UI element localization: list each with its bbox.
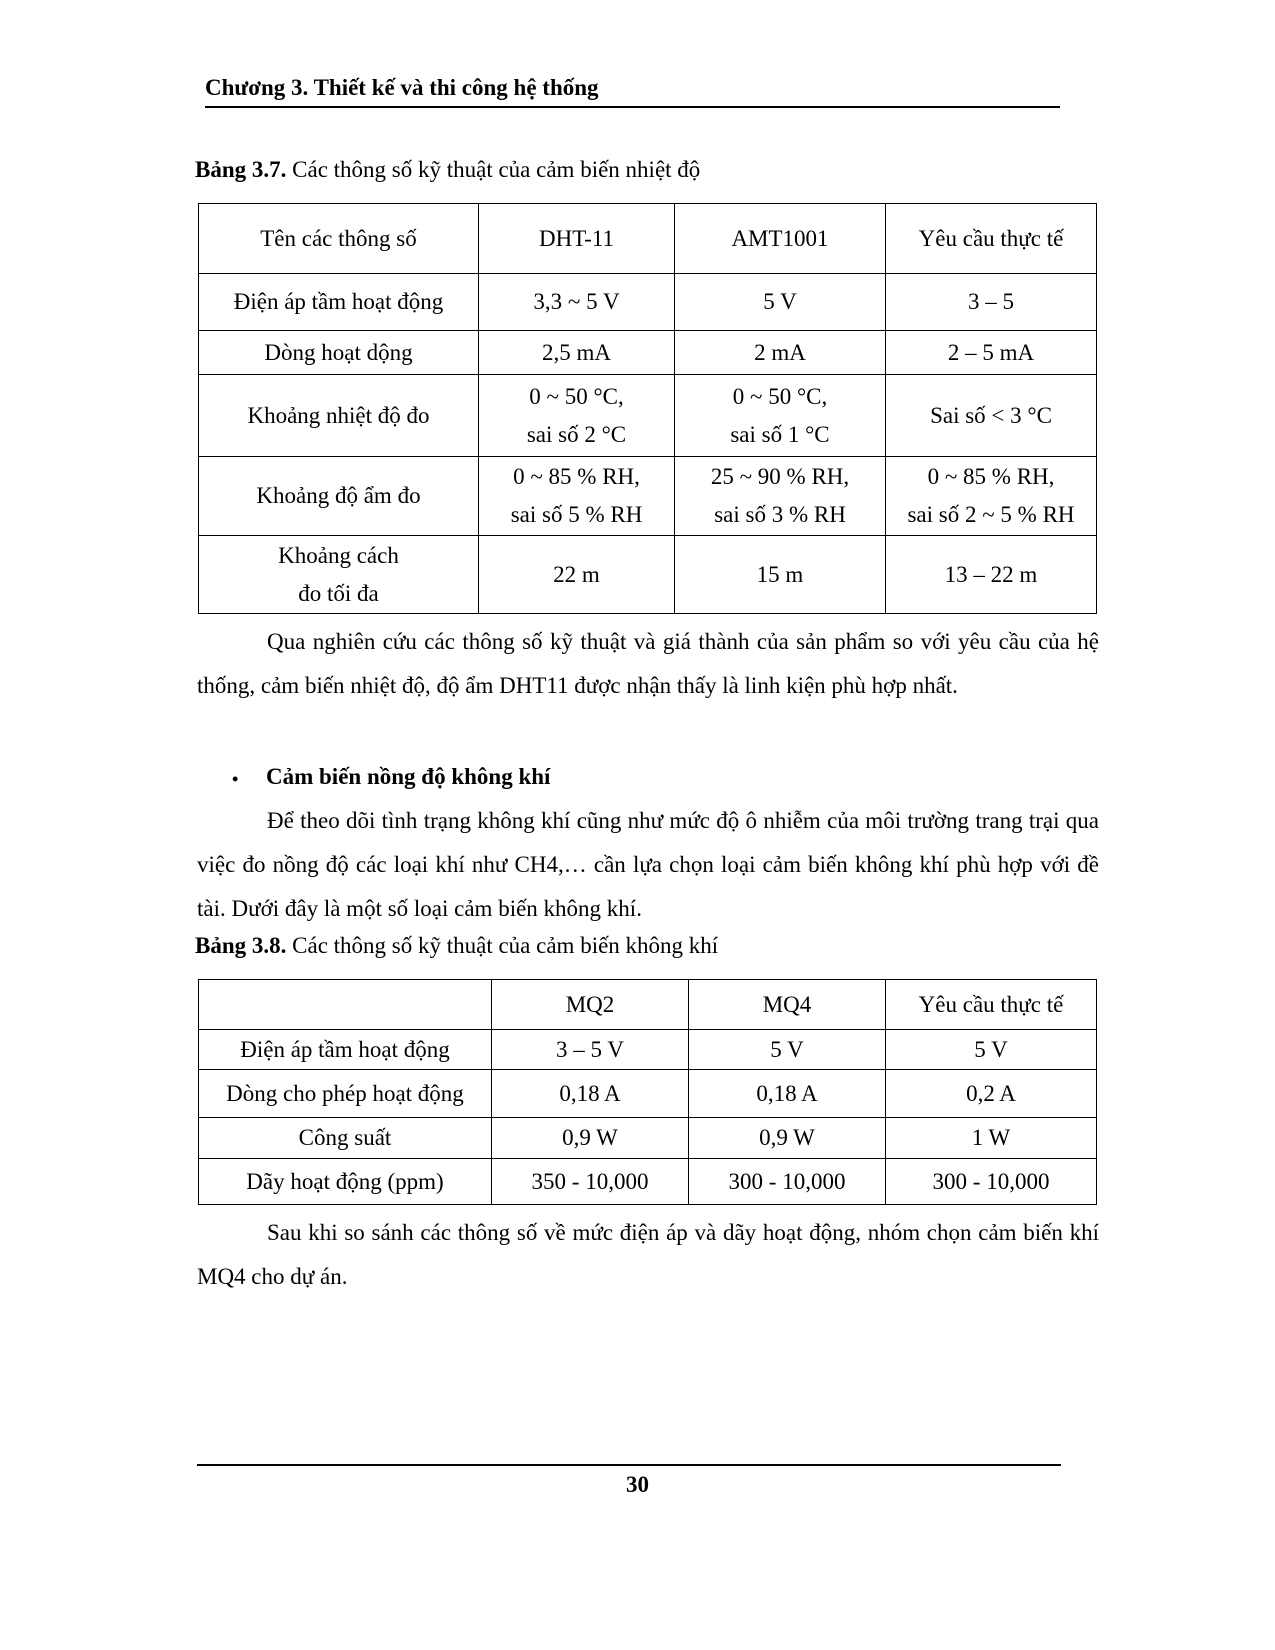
table-row [199, 457, 1097, 536]
cell-text: Dòng hoạt dộng [264, 339, 413, 365]
table-header-cell: Yêu cầu thực tế [886, 204, 1097, 274]
table-cell [479, 457, 675, 536]
cell-text: 2 mA [754, 339, 806, 365]
table-cell [479, 331, 675, 375]
footer-rule [197, 1464, 1061, 1466]
table-header-cell: MQ4 [689, 980, 886, 1030]
table-row [199, 331, 1097, 375]
cell-text: đo tối đa [298, 580, 379, 606]
cell-text: 15 m [756, 561, 804, 587]
table-cell [199, 274, 479, 331]
table1-caption-label: Bảng 3.7. [195, 157, 287, 182]
table-header-cell [199, 980, 492, 1030]
bullet-icon: • [232, 768, 239, 789]
table-cell: 5 V [886, 1030, 1097, 1070]
table-cell [886, 536, 1097, 614]
table-header-row [199, 980, 1097, 1030]
table-header-cell: AMT1001 [675, 204, 886, 274]
table-cell: 350 - 10,000 [492, 1159, 689, 1205]
table-cell: 0,18 A [492, 1070, 689, 1118]
air-sensor-table [198, 979, 1097, 1205]
table-row [199, 1118, 1097, 1159]
table-cell [199, 331, 479, 375]
table-cell: 300 - 10,000 [689, 1159, 886, 1205]
table-cell [675, 375, 886, 457]
table-cell: Điện áp tầm hoạt động [199, 1030, 492, 1070]
table-cell [886, 457, 1097, 536]
cell-text: 3,3 ~ 5 V [533, 289, 620, 314]
cell-text: sai số 5 % RH [510, 502, 643, 527]
paragraph-air-sensor-intro: Để theo dõi tình trạng không khí cũng như mức độ ô nhiễm của môi trường trang trại qua việc đo nồng độ các loại khí như CH4,… cần lựa chọn loại cảm biến không khí phù hợp với đề tài. Dưới đây là một số loại cảm biến không khí. [197, 808, 1099, 921]
cell-text: sai số 1 °C [730, 421, 830, 447]
table1-caption [195, 155, 700, 185]
cell-text: 0 ~ 85 % RH, [927, 464, 1055, 489]
table-row [199, 1030, 1097, 1070]
table-header-cell: DHT-11 [479, 204, 675, 274]
cell-text: Khoảng nhiệt độ đo [247, 402, 430, 428]
table-row [199, 274, 1097, 331]
cell-text: Sai số < 3 °C [930, 402, 1052, 428]
table-cell: 1 W [886, 1118, 1097, 1159]
table-header-cell: Tên các thông số [199, 204, 479, 274]
table-cell [675, 536, 886, 614]
paragraph-dht11-conclusion: Qua nghiên cứu các thông số kỹ thuật và giá thành của sản phẩm so với yêu cầu của hệ thống, cảm biến nhiệt độ, độ ẩm DHT11 được nhận thấy là linh kiện phù hợp nhất. [197, 629, 1099, 698]
table-header-cell: Yêu cầu thực tế [886, 980, 1097, 1030]
table2-caption [195, 931, 718, 961]
cell-text: 13 – 22 m [944, 561, 1038, 587]
page-number: 30 [626, 1472, 649, 1497]
table-header-row [199, 204, 1097, 274]
table-cell [479, 375, 675, 457]
cell-text: 25 ~ 90 % RH, [710, 464, 850, 489]
table-row [199, 1159, 1097, 1205]
table-header-cell: MQ2 [492, 980, 689, 1030]
table-cell [479, 274, 675, 331]
table-row [199, 536, 1097, 614]
cell-text: 0 ~ 85 % RH, [513, 464, 640, 489]
cell-text: sai số 2 °C [526, 421, 627, 447]
temperature-sensor-table [198, 203, 1097, 614]
chapter-header: Chương 3. Thiết kế và thi công hệ thống [205, 72, 1060, 108]
cell-text: 2 – 5 mA [947, 339, 1035, 365]
cell-text: Khoảng cách [278, 542, 399, 568]
table-cell [675, 457, 886, 536]
table-cell: Công suất [199, 1118, 492, 1159]
cell-text: 5 V [763, 289, 797, 314]
table-cell [199, 536, 479, 614]
cell-text: sai số 3 % RH [714, 502, 846, 527]
table-cell [886, 274, 1097, 331]
cell-text: sai số 2 ~ 5 % RH [907, 502, 1075, 527]
table-cell: 0,9 W [492, 1118, 689, 1159]
table-cell: 3 – 5 V [492, 1030, 689, 1070]
table-cell [675, 274, 886, 331]
section-heading-text: Cảm biến nồng độ không khí [266, 764, 551, 789]
table-cell: Dãy hoạt động (ppm) [199, 1159, 492, 1205]
table-cell: 0,18 A [689, 1070, 886, 1118]
table-cell: Dòng cho phép hoạt động [199, 1070, 492, 1118]
table-cell [886, 375, 1097, 457]
table-cell [199, 457, 479, 536]
table-cell: 0,9 W [689, 1118, 886, 1159]
paragraph-mq4-conclusion: Sau khi so sánh các thông số về mức điện áp và dãy hoạt động, nhóm chọn cảm biến khí MQ4 cho dự án. [197, 1220, 1099, 1289]
table-row [199, 1070, 1097, 1118]
cell-text: 2,5 mA [542, 339, 611, 365]
cell-text: 22 m [553, 561, 600, 587]
table2-caption-label: Bảng 3.8. [195, 933, 287, 958]
table-cell: 5 V [689, 1030, 886, 1070]
table2-caption-text: Các thông số kỹ thuật của cảm biến không khí [286, 933, 719, 958]
section-heading [232, 760, 550, 796]
cell-text: Khoảng độ ẩm đo [256, 483, 421, 508]
table1-caption-text: Các thông số kỹ thuật của cảm biến nhiệt độ [286, 157, 701, 182]
cell-text: 3 – 5 [968, 289, 1014, 314]
table-cell [675, 331, 886, 375]
cell-text: 0 ~ 50 °C, [529, 383, 624, 409]
table-cell [886, 331, 1097, 375]
table-cell: 0,2 A [886, 1070, 1097, 1118]
cell-text: Điện áp tầm hoạt động [233, 289, 444, 314]
table-row [199, 375, 1097, 457]
table-cell [199, 375, 479, 457]
table-cell [479, 536, 675, 614]
table-cell: 300 - 10,000 [886, 1159, 1097, 1205]
cell-text: 0 ~ 50 °C, [732, 383, 828, 409]
